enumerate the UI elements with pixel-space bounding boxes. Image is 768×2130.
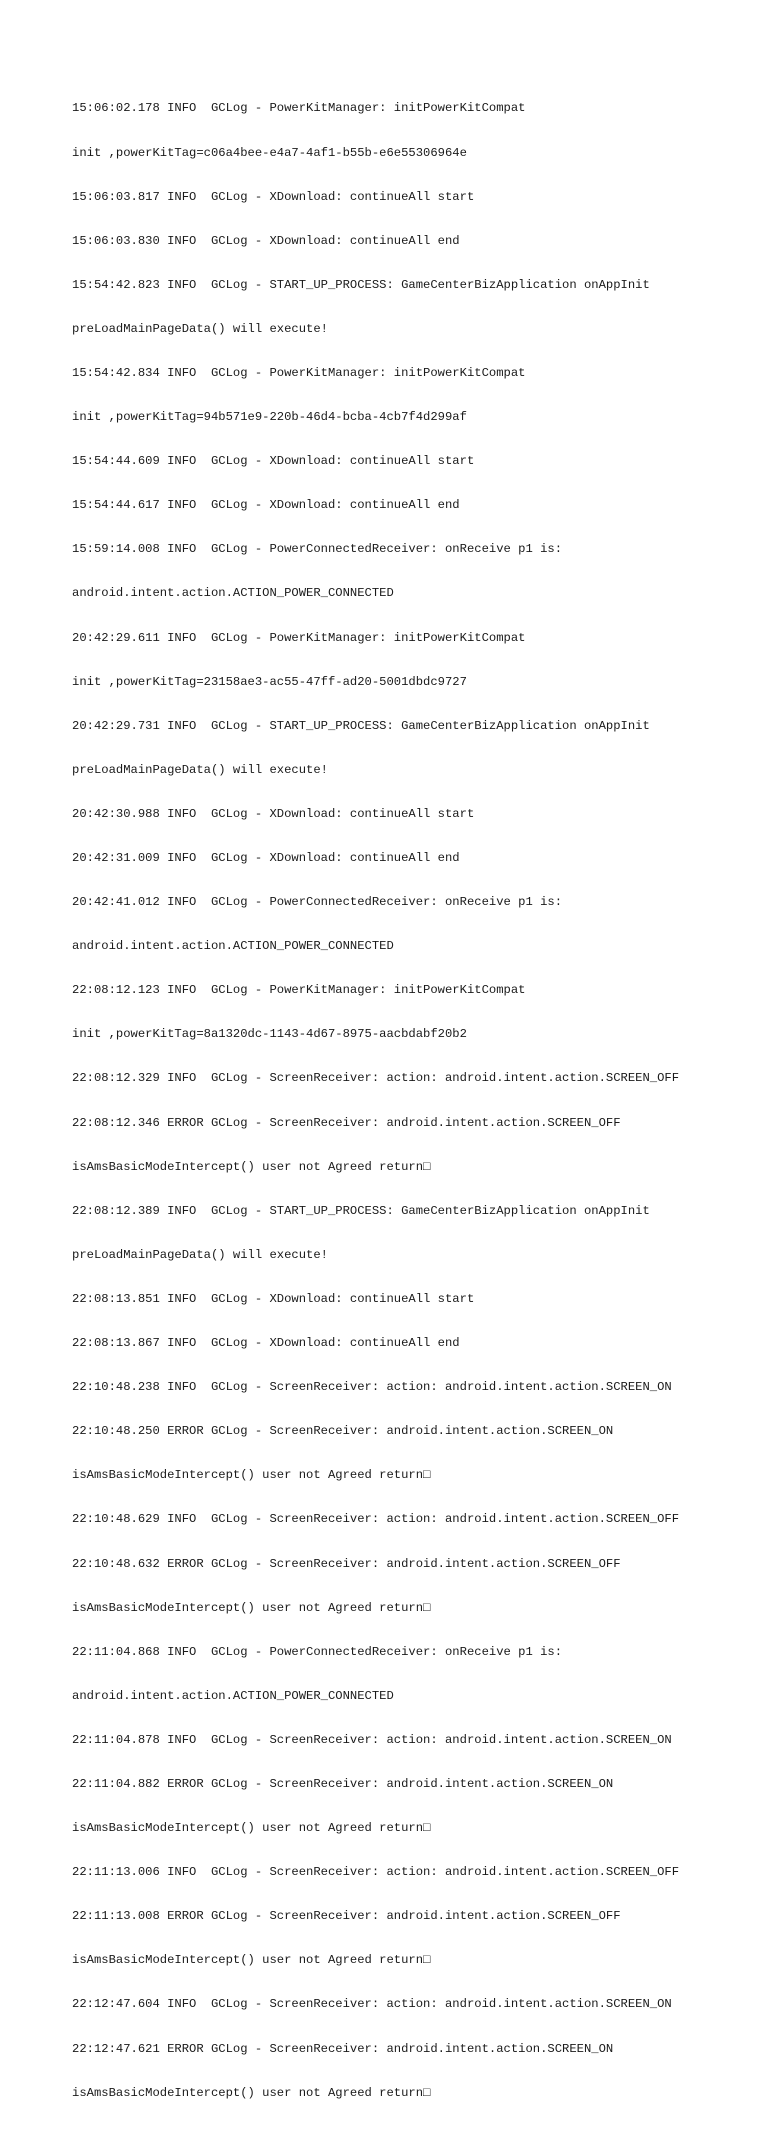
log-line: 22:08:12.329 INFO GCLog - ScreenReceiver: action: android.intent.action.SCREEN_OFF <box>72 1071 680 1086</box>
log-line: isAmsBasicModeIntercept() user not Agreed return□ <box>72 1159 431 1174</box>
log-line: init ,powerKitTag=94b571e9-220b-46d4-bcba-4cb7f4d299af <box>72 410 467 425</box>
log-line: 22:11:13.006 INFO GCLog - ScreenReceiver: action: android.intent.action.SCREEN_OFF <box>72 1865 680 1880</box>
log-line: 15:06:03.817 INFO GCLog - XDownload: continueAll start <box>72 189 475 204</box>
log-line: 22:11:13.008 ERROR GCLog - ScreenReceiver: android.intent.action.SCREEN_OFF <box>72 1909 621 1924</box>
log-line: init ,powerKitTag=c06a4bee-e4a7-4af1-b55b-e6e55306964e <box>72 145 467 160</box>
log-line: 15:06:03.830 INFO GCLog - XDownload: continueAll end <box>72 233 460 248</box>
log-line: 22:12:47.621 ERROR GCLog - ScreenReceiver: android.intent.action.SCREEN_ON <box>72 2041 614 2056</box>
log-line: preLoadMainPageData() will execute! <box>72 762 328 777</box>
log-line: init ,powerKitTag=23158ae3-ac55-47ff-ad20-5001dbdc9727 <box>72 674 467 689</box>
log-line: android.intent.action.ACTION_POWER_CONNECTED <box>72 1688 394 1703</box>
log-line: 22:11:04.868 INFO GCLog - PowerConnectedReceiver: onReceive p1 is: <box>72 1644 563 1659</box>
log-line: 20:42:41.012 INFO GCLog - PowerConnectedReceiver: onReceive p1 is: <box>72 895 563 910</box>
log-line: 22:08:12.346 ERROR GCLog - ScreenReceiver: android.intent.action.SCREEN_OFF <box>72 1115 621 1130</box>
log-line: 22:08:12.123 INFO GCLog - PowerKitManager: initPowerKitCompat <box>72 983 526 998</box>
log-line: 22:10:48.250 ERROR GCLog - ScreenReceiver: android.intent.action.SCREEN_ON <box>72 1424 614 1439</box>
log-line: 22:12:47.604 INFO GCLog - ScreenReceiver: action: android.intent.action.SCREEN_ON <box>72 1997 672 2012</box>
log-line: 15:59:14.008 INFO GCLog - PowerConnectedReceiver: onReceive p1 is: <box>72 542 563 557</box>
log-line: isAmsBasicModeIntercept() user not Agreed return□ <box>72 1821 431 1836</box>
log-line: 22:10:48.632 ERROR GCLog - ScreenReceiver: android.intent.action.SCREEN_OFF <box>72 1556 621 1571</box>
log-line: 20:42:30.988 INFO GCLog - XDownload: continueAll start <box>72 806 475 821</box>
log-line: isAmsBasicModeIntercept() user not Agreed return□ <box>72 1468 431 1483</box>
log-line: 20:42:29.731 INFO GCLog - START_UP_PROCESS: GameCenterBizApplication onAppInit <box>72 718 650 733</box>
log-line: isAmsBasicModeIntercept() user not Agreed return□ <box>72 1600 431 1615</box>
log-line: preLoadMainPageData() will execute! <box>72 321 328 336</box>
log-line: 22:11:04.878 INFO GCLog - ScreenReceiver: action: android.intent.action.SCREEN_ON <box>72 1732 672 1747</box>
log-line: 15:54:44.617 INFO GCLog - XDownload: continueAll end <box>72 498 460 513</box>
log-line: 20:42:31.009 INFO GCLog - XDownload: continueAll end <box>72 851 460 865</box>
log-line: 22:08:12.389 INFO GCLog - START_UP_PROCESS: GameCenterBizApplication onAppInit <box>72 1203 650 1218</box>
log-line: 15:54:44.609 INFO GCLog - XDownload: continueAll start <box>72 454 475 469</box>
log-line: init ,powerKitTag=8a1320dc-1143-4d67-8975-aacbdabf20b2 <box>72 1027 467 1042</box>
log-text-block <box>72 72 679 2130</box>
log-line: android.intent.action.ACTION_POWER_CONNECTED <box>72 939 394 954</box>
log-line: 15:06:02.178 INFO GCLog - PowerKitManager: initPowerKitCompat <box>72 101 526 116</box>
log-line: 22:10:48.629 INFO GCLog - ScreenReceiver: action: android.intent.action.SCREEN_OFF <box>72 1512 680 1527</box>
log-line: isAmsBasicModeIntercept() user not Agreed return□ <box>72 2085 431 2100</box>
log-line: 22:08:13.867 INFO GCLog - XDownload: continueAll end <box>72 1336 460 1351</box>
log-line: 22:11:04.882 ERROR GCLog - ScreenReceiver: android.intent.action.SCREEN_ON <box>72 1776 614 1791</box>
log-line: 20:42:29.611 INFO GCLog - PowerKitManager: initPowerKitCompat <box>72 630 526 645</box>
log-line: 22:08:13.851 INFO GCLog - XDownload: continueAll start <box>72 1291 475 1306</box>
log-line: 22:10:48.238 INFO GCLog - ScreenReceiver: action: android.intent.action.SCREEN_ON <box>72 1380 672 1395</box>
log-line: android.intent.action.ACTION_POWER_CONNECTED <box>72 586 394 601</box>
log-line: 15:54:42.834 INFO GCLog - PowerKitManager: initPowerKitCompat <box>72 365 526 380</box>
log-line: 15:54:42.823 INFO GCLog - START_UP_PROCESS: GameCenterBizApplication onAppInit <box>72 277 650 292</box>
log-line: isAmsBasicModeIntercept() user not Agreed return□ <box>72 1953 431 1968</box>
log-line: preLoadMainPageData() will execute! <box>72 1247 328 1262</box>
